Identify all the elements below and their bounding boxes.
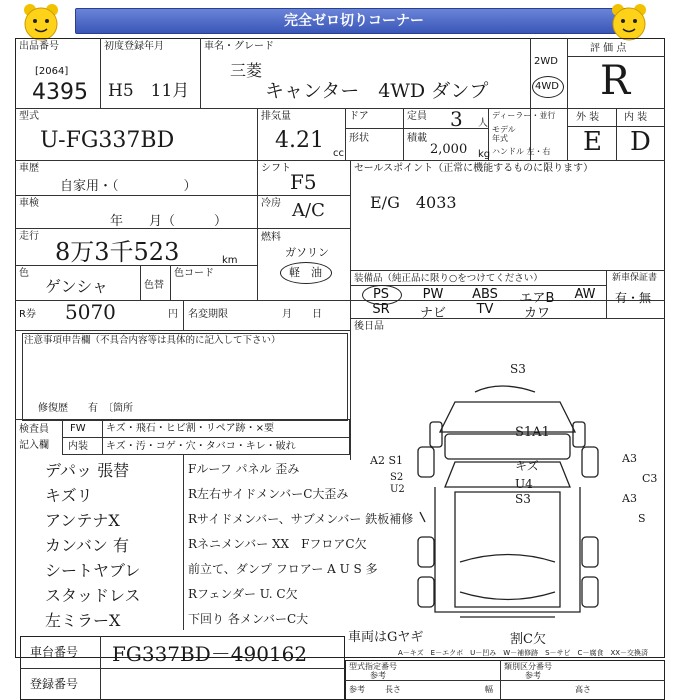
label-color: 色 xyxy=(19,268,29,279)
equipment-item: ナビ xyxy=(419,306,446,321)
mark-a3-upper: A3 xyxy=(622,452,637,465)
note-left-item: シートヤブレ xyxy=(45,561,141,580)
label-name-change: 名変期限 xyxy=(188,309,228,320)
equipment-item: SR xyxy=(372,302,390,317)
note-left-item: 左ミラーX xyxy=(45,611,121,630)
label-model-desig: 型式指定番号 xyxy=(349,662,397,671)
label-persons: 人 xyxy=(478,118,488,129)
mark-s2: S2 xyxy=(390,472,404,483)
label-ref-2: 参考 xyxy=(525,671,541,680)
label-fuel: 燃料 xyxy=(261,232,281,243)
banner-title: 完全ゼロ切りコーナー xyxy=(75,8,633,34)
label-fw: FW xyxy=(70,423,86,434)
note-right-item: 下回り 各メンバーC大 xyxy=(188,612,309,626)
load-value: 2,000 xyxy=(430,142,468,157)
label-usage: 車歴 xyxy=(19,163,39,174)
vehicle-diagram xyxy=(360,362,660,632)
newcar-docs-value: 有・無 xyxy=(615,291,652,305)
label-length: 長さ xyxy=(385,685,401,694)
label-2wd: 2WD xyxy=(534,56,558,67)
mark-u4: U4 xyxy=(515,477,533,491)
label-first-reg: 初度登録年月 xyxy=(104,41,164,52)
inspection-value: 年 月（ ） xyxy=(110,214,228,229)
label-notes: 注意事項申告欄（不具合内容等は具体的に記入して下さい） xyxy=(24,335,281,346)
name-change-value: 月 日 xyxy=(282,309,322,320)
chassis-no-value: FG337BD－490162 xyxy=(112,642,308,666)
label-model-year: モデル xyxy=(492,125,516,134)
mileage-value: 8万3千523 xyxy=(55,238,180,266)
label-shape: 形状 xyxy=(349,133,369,144)
mark-u2: U2 xyxy=(390,484,405,495)
note-right-item: Rフェンダー U. C欠 xyxy=(188,587,298,601)
label-load: 積載 xyxy=(407,133,427,144)
note-left-item: デパッ 張替 xyxy=(45,461,130,480)
label-ref-3: 参考 xyxy=(349,685,365,694)
label-recycle: R券 xyxy=(19,309,36,320)
mark-c3: C3 xyxy=(642,472,658,485)
label-yen: 円 xyxy=(168,309,178,320)
mascot-bear-icon-left xyxy=(20,2,62,42)
shift-value: F5 xyxy=(290,170,317,194)
lot-number: 4395 xyxy=(32,80,88,105)
equipment-item: ABS xyxy=(472,287,498,302)
label-sales-point: セールスポイント（正常に機能するものに限ります） xyxy=(354,163,594,174)
label-equipment: 装備品（純正品に限り○をつけてください） xyxy=(354,273,543,284)
note-left-item: キズリ xyxy=(45,486,93,505)
label-color-code: 色コード xyxy=(174,268,214,279)
label-later-date: 後日品 xyxy=(354,321,384,332)
mark-s3-mid: S3 xyxy=(515,492,531,506)
color-value: ゲンシャ xyxy=(45,277,108,296)
label-interior-entry: 内装 xyxy=(68,441,88,452)
note-right-item: R左右サイドメンバーC大歪み xyxy=(188,487,349,501)
label-inspector: 検査員 xyxy=(19,424,49,435)
maker-value: 三菱 xyxy=(230,61,263,80)
recycle-value: 5070 xyxy=(65,300,116,324)
lot-small: [2064] xyxy=(35,66,69,77)
label-entries: 記入欄 xyxy=(19,440,49,451)
label-lot-no: 出品番号 xyxy=(19,41,59,52)
exterior-score: E xyxy=(583,127,602,157)
equipment-item: カワ xyxy=(523,306,550,321)
label-model-year2: 年式 xyxy=(492,134,508,143)
mark-a2s1: A2 S1 xyxy=(370,454,403,467)
label-displacement: 排気量 xyxy=(261,111,291,122)
mascot-bear-icon-right xyxy=(608,2,650,42)
label-reg-no: 登録番号 xyxy=(30,677,79,691)
label-capacity: 定員 xyxy=(407,111,427,122)
label-chassis-no: 車台番号 xyxy=(30,645,79,659)
first-reg-value: H5 11月 xyxy=(108,81,190,101)
equipment-item: エアB xyxy=(519,291,555,306)
mark-a3-lower: A3 xyxy=(622,492,637,505)
ps-circle xyxy=(362,285,402,305)
label-dealer: ディーラー・並行 xyxy=(492,111,556,120)
label-car-name: 車名・グレード xyxy=(204,41,274,52)
label-inspection: 車検 xyxy=(19,198,39,209)
note-right-item: Fルーフ パネル 歪み xyxy=(188,462,300,476)
damage-legend: A－キズ E－エクボ U－凹み W－補修跡 S－サビ C－腐食 XX－交換済 xyxy=(398,649,649,657)
interior-options: キズ・汚・コゲ・穴・タバコ・キレ・破れ xyxy=(106,441,296,452)
label-width: 幅 xyxy=(485,685,493,694)
mark-s: S xyxy=(638,512,646,525)
label-class-no: 類別区分番号 xyxy=(504,662,552,671)
equipment-item: PS xyxy=(372,287,390,302)
usage-value: 自家用・（ ） xyxy=(60,179,197,194)
equipment-item: TV xyxy=(476,302,494,317)
label-km: km xyxy=(222,255,238,266)
label-repair-history: 修復歴 有 〔箇所 xyxy=(38,403,133,414)
note-left-item: カンバン 有 xyxy=(45,536,129,555)
label-height: 高さ xyxy=(575,685,591,694)
label-ac: 冷房 xyxy=(261,198,281,209)
label-kg: kg xyxy=(478,149,491,160)
diagram-note-2: 割C欠 xyxy=(510,632,546,647)
fw-options: キズ・飛石・ヒビ割・リペア跡・×要 xyxy=(106,423,274,434)
note-right-item: Rサイドメンバー、サブメンバー 鉄板補修 xyxy=(188,512,414,526)
sales-point-value: E/G 4033 xyxy=(370,193,457,212)
label-door: ドア xyxy=(349,111,369,122)
car-name-value: キャンター 4WD ダンプ xyxy=(265,80,489,102)
mark-kizu: キズ xyxy=(515,459,539,473)
displacement-value: 4.21 xyxy=(275,128,324,153)
interior-score: D xyxy=(630,127,651,157)
label-score: 評 価 点 xyxy=(590,43,627,54)
label-mileage: 走行 xyxy=(19,231,39,242)
label-color-no: 色替 xyxy=(144,280,164,291)
capacity-value: 3 xyxy=(450,107,463,131)
label-exterior: 外 装 xyxy=(576,112,600,123)
label-handle: ハンドル 左・右 xyxy=(492,147,551,156)
label-newcar-docs: 新車保証書 xyxy=(612,273,658,283)
label-cc: cc xyxy=(333,148,344,159)
label-4wd: 4WD xyxy=(535,81,559,92)
note-right-item: Rネニメンバー XX FフロアC欠 xyxy=(188,537,367,551)
label-diesel: 軽 油 xyxy=(289,266,322,279)
label-ref-1: 参考 xyxy=(370,671,386,680)
mark-s3-top: S3 xyxy=(510,362,526,376)
score-value: R xyxy=(600,58,631,104)
equipment-item: PW xyxy=(422,287,444,302)
note-left-item: スタッドレス xyxy=(45,586,141,605)
ac-value: A/C xyxy=(292,200,325,221)
label-gasoline: ガソリン xyxy=(285,246,329,259)
mark-s1a1: S1A1 xyxy=(515,425,550,440)
model-value: U-FG337BD xyxy=(40,128,175,153)
label-interior: 内 装 xyxy=(624,112,648,123)
equipment-item: AW xyxy=(574,287,596,302)
note-right-item: 前立て、ダンプ フロアー A U S 多 xyxy=(188,562,378,576)
label-shift: シフト xyxy=(261,163,291,174)
label-model: 型式 xyxy=(19,111,39,122)
diagram-note-1: 車両はGヤギ xyxy=(348,630,424,645)
note-left-item: アンテナX xyxy=(45,511,120,530)
